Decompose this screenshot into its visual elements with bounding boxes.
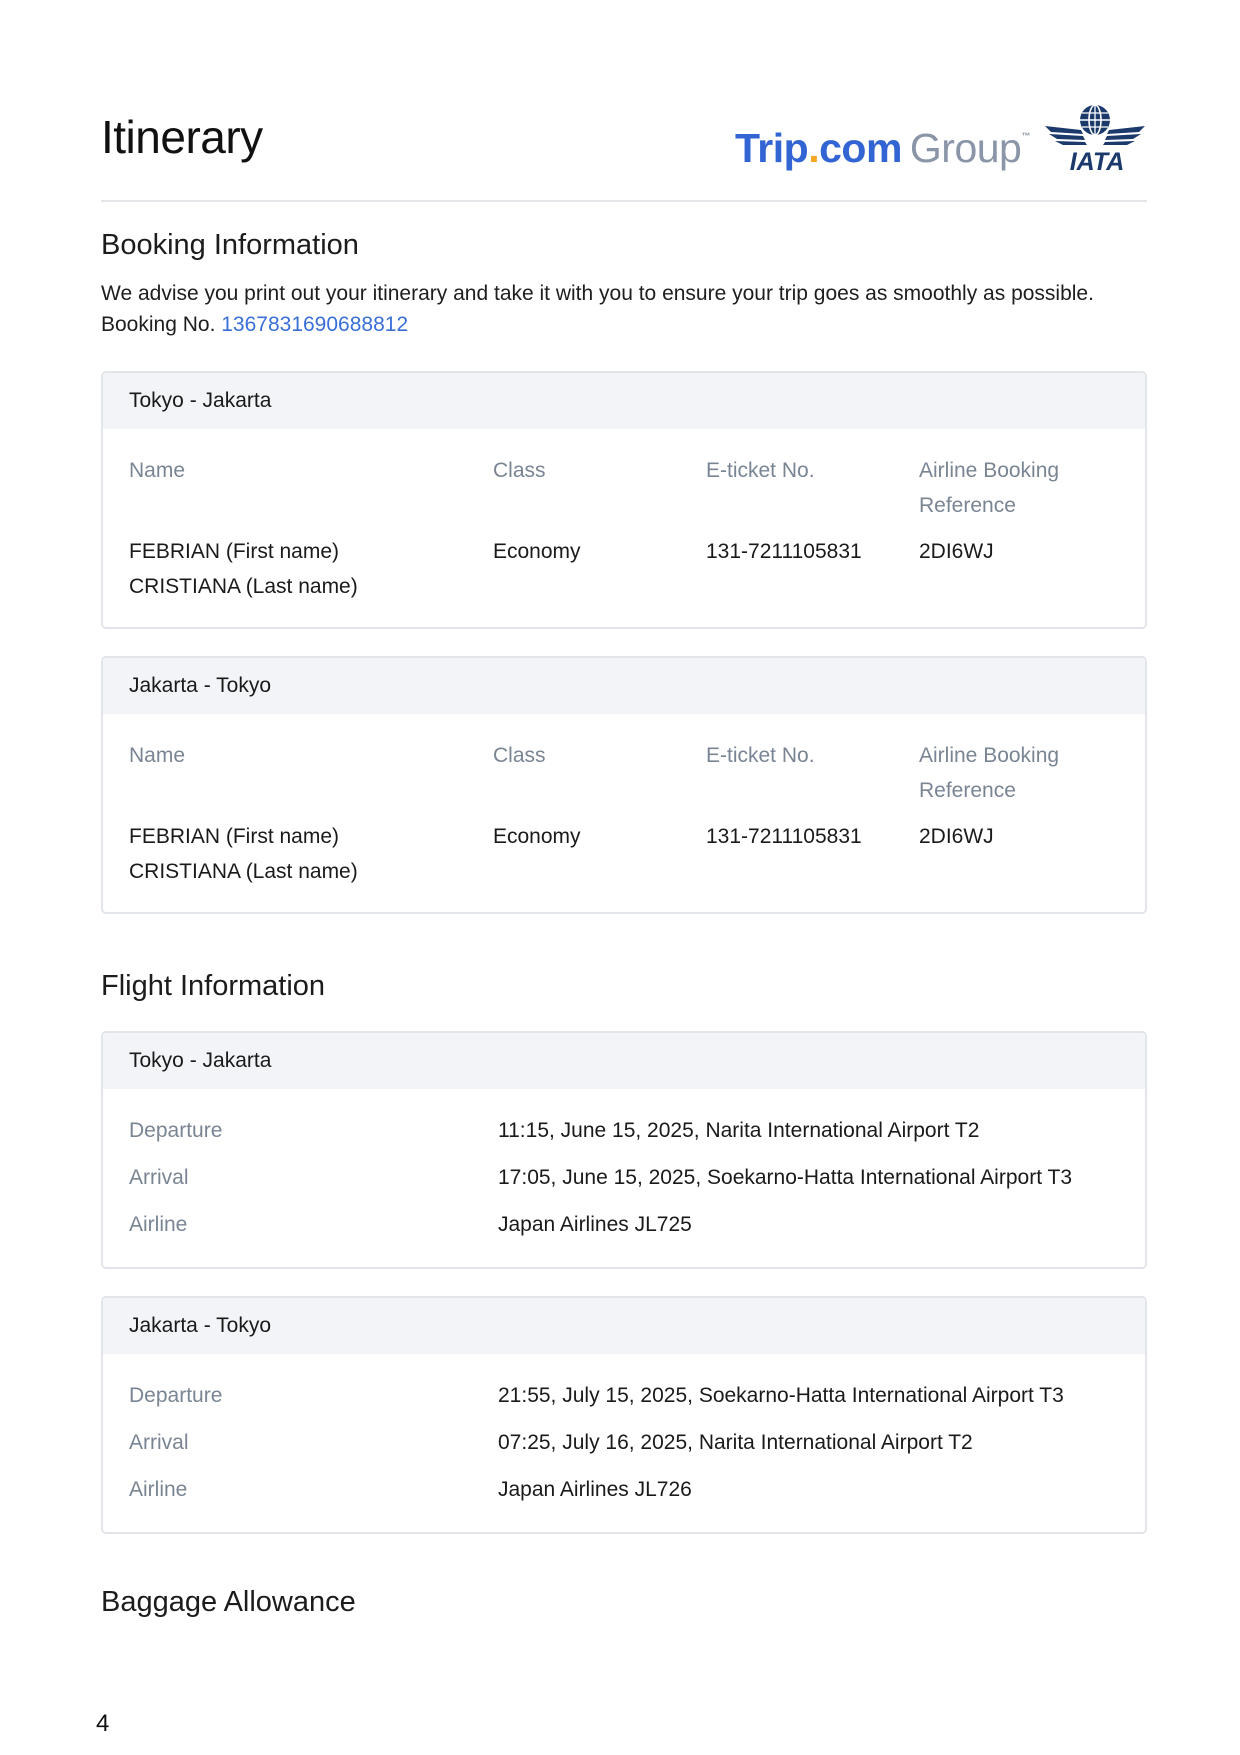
eticket-header: E-ticket No. [706,744,815,767]
passenger-last-name: CRISTIANA (Last name) [129,860,358,883]
booking-number-line [101,313,408,337]
flight-information-heading: Flight Information [101,970,326,1002]
arrival-value: 07:25, July 16, 2025, Narita International Airport T2 [498,1431,973,1454]
name-header: Name [129,459,186,482]
class-header: Class [493,744,546,767]
page-number: 4 [96,1710,110,1737]
cabin-class: Economy [493,540,581,563]
page-title: Itinerary [101,111,263,163]
passenger-first-name: FEBRIAN (First name) [129,825,340,848]
booking-number[interactable]: 1367831690688812 [221,313,409,336]
cabin-class: Economy [493,825,581,848]
booking-information-heading: Booking Information [101,229,359,261]
passenger-last-name: CRISTIANA (Last name) [129,575,358,598]
departure-value: 21:55, July 15, 2025, Soekarno-Hatta International Airport T3 [498,1384,1064,1407]
eticket-header: E-ticket No. [706,459,815,482]
baggage-allowance-heading: Baggage Allowance [101,1586,356,1618]
airline-label: Airline [129,1213,188,1236]
flight-card-outbound [101,1031,1147,1269]
card-route-title: Tokyo - Jakarta [103,1033,1145,1089]
booking-reference-header: Airline Booking Reference [919,744,1060,802]
booking-reference-header: Airline Booking Reference [919,459,1060,517]
card-route-title: Jakarta - Tokyo [103,1298,1145,1354]
name-header: Name [129,744,186,767]
arrival-label: Arrival [129,1431,189,1454]
card-route-title: Tokyo - Jakarta [103,373,1145,429]
airline-label: Airline [129,1478,188,1501]
departure-label: Departure [129,1384,223,1407]
page-header [101,110,1147,202]
airline-booking-reference: 2DI6WJ [919,540,994,563]
arrival-label: Arrival [129,1166,189,1189]
flight-card-return [101,1296,1147,1534]
departure-value: 11:15, June 15, 2025, Narita International Airport T2 [498,1119,980,1142]
trip-com-group-logo: Trip.com Group™ [735,125,1030,171]
arrival-value: 17:05, June 15, 2025, Soekarno-Hatta International Airport T3 [498,1166,1072,1189]
booking-card-outbound [101,371,1147,629]
departure-label: Departure [129,1119,223,1142]
booking-number-label: Booking No. [101,313,216,336]
airline-booking-reference: 2DI6WJ [919,825,994,848]
card-route-title: Jakarta - Tokyo [103,658,1145,714]
eticket-number: 131-7211105831 [706,540,862,563]
print-advice-text: We advise you print out your itinerary and take it with you to ensure your trip goes as smoothly as possible. [101,282,1094,305]
passenger-first-name: FEBRIAN (First name) [129,540,340,563]
booking-card-return [101,656,1147,914]
airline-value: Japan Airlines JL725 [498,1213,692,1236]
airline-value: Japan Airlines JL726 [498,1478,692,1501]
iata-wordmark: IATA [1069,148,1125,174]
iata-logo [1043,104,1147,174]
eticket-number: 131-7211105831 [706,825,862,848]
class-header: Class [493,459,546,482]
